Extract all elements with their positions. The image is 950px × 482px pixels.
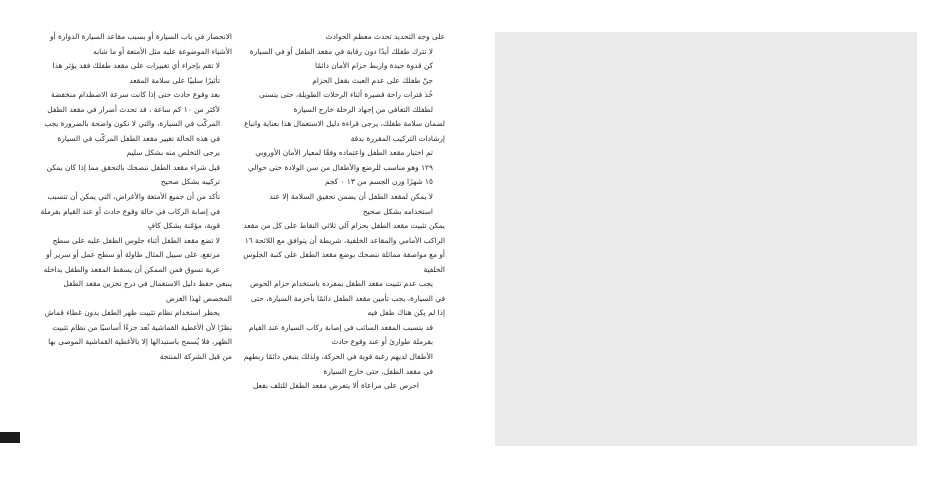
paragraph: على وجه التحديد تحدث معظم الحوادث (325, 32, 445, 41)
paragraph: لضمان سلامة طفلك، يرجى قراءة دليل الاستعمال هذا بعناية واتباع إرشادات التركيب المقررة بدقة (244, 119, 445, 143)
gray-image-placeholder (495, 32, 917, 446)
page-edge-tab (0, 432, 20, 443)
left-text-column (40, 30, 232, 365)
paragraph: لا يمكن لمقعد الطفل أن يضمن تحقيق السلامة إلا عند استخدامه بشكل صحيح (269, 192, 433, 216)
paragraph: نظرًا لأن الأغطية القماشية تُعد جزءًا أساسيًا من نظام تثبيت الظهر، فلا يُسمح باستبدالها إلا بالأغطية القماشية الموصى بها من قبل الشركة المنتجة (48, 322, 232, 362)
paragraph: لا تقم بإجراء أي تغييرات على مقعد طفلك فقد يؤثر هذا تأثيرًا سلبيًا على سلامة المقعد (52, 61, 220, 85)
paragraph: بعد وقوع حادث حتى إذا كانت سرعة الاصطدام منخفضة لأكثر من ١٠ كم ساعة ، قد تحدث أضرار في مقعد الطفل المركّب في السيارة، والتي لا تكون واضحة بالضرورة يجب في هذه الحالة تغيير مقعد الطفل المركّب في السيارة يرجى التخلص منه بشكل سليم (44, 90, 220, 158)
paragraph: تم اختبار مقعد الطفل واعتماده وفقًا لمعيار الأمان الأوروبي ١٢٩ وهو مناسب للرضع والأطفال من سن الولادة حتى حوالي ١٥ شهرًا وزن الجسم من ١٣ ٠ كجم (247, 148, 433, 187)
paragraph: كن قدوة جيدة واربط حزام الأمان دائمًا (314, 61, 433, 71)
paragraph: احرص على مراعاة ألا يتعرض مقعد الطفل للتلف بفعل (252, 381, 419, 391)
paragraph: تأكد من أن جميع الأمتعة والأغراض، التي يمكن أن تتسبب في إصابة الركاب في حالة وقوع حادث أو عند القيام بفرملة قوية، مؤمّنة بشكل كافٍ (40, 192, 220, 231)
paragraph: يجب عدم تثبيت مقعد الطفل بمفرده باستخدام حزام الحوض (249, 279, 433, 289)
paragraph: خُذ فترات راحة قصيرة أثناء الرحلات الطويلة، حتى يتسنى لطفلك التعافي من إجهاد الرحلة خارج السيارة (258, 90, 433, 114)
paragraph: قبل شراء مقعد الطفل ننصحك بالتحقق مما إذا كان يمكن تركيبه بشكل صحيح (46, 162, 220, 187)
paragraph: يحظر استخدام نظام تثبيت ظهر الطفل بدون غطاء قماش (44, 308, 220, 318)
paragraph: لا تترك طفلك أبدًا دون رقابة في مقعد الطفل أو في السيارة (249, 46, 433, 56)
paragraph: جنّ طفلك على عدم العبث بقفل الحزام (312, 75, 433, 85)
paragraph: ينبغي حفظ دليل الاستعمال في درج تخزين مقعد الطفل المخصص لهذا الغرض (63, 279, 232, 303)
paragraph: الأطفال لديهم رغبة قوية في الحركة، ولذلك ينبغي دائمًا ربطهم في مقعد الطفل، حتى خارج السيارة (243, 352, 433, 376)
paragraph: في السيارة، يجب تأمين مقعد الطفل دائمًا بأحزمة السيارة، حتى إذا لم يكن هناك طفل فيه (250, 293, 445, 318)
right-text-column (242, 30, 445, 394)
paragraph: قد يتسبب المقعد السائب في إصابة ركاب السيارة عند القيام بفرملة طوارئ أو عند وقوع حادث (248, 322, 433, 347)
paragraph: الانحصار في باب السيارة أو بسبب مقاعد السيارة الدوارة أو الأشياء الموضوعة عليه مثل الأمتعة أو ما شابه (50, 32, 232, 56)
paragraph: يمكن تثبيت مقعد الطفل بحزام آلي ثلاثي النقاط على كل من مقعد الراكب الأمامي والمقاعد الخلفية، شريطة أن يتوافق مع اللائحة ١٦ أو مع مواصفة مماثلة ننصحك بوضع مقعد الطفل على كنبة الجلوس الخلفية (243, 221, 445, 274)
paragraph: لا تضع مقعد الطفل أثناء جلوس الطفل عليه على سطح مرتفع، على سبيل المثال طاولة أو سطح عمل أو سرير أو عربة تسوق فمن الممكن أن يسقط المقعد والطفل بداخله (43, 235, 220, 274)
